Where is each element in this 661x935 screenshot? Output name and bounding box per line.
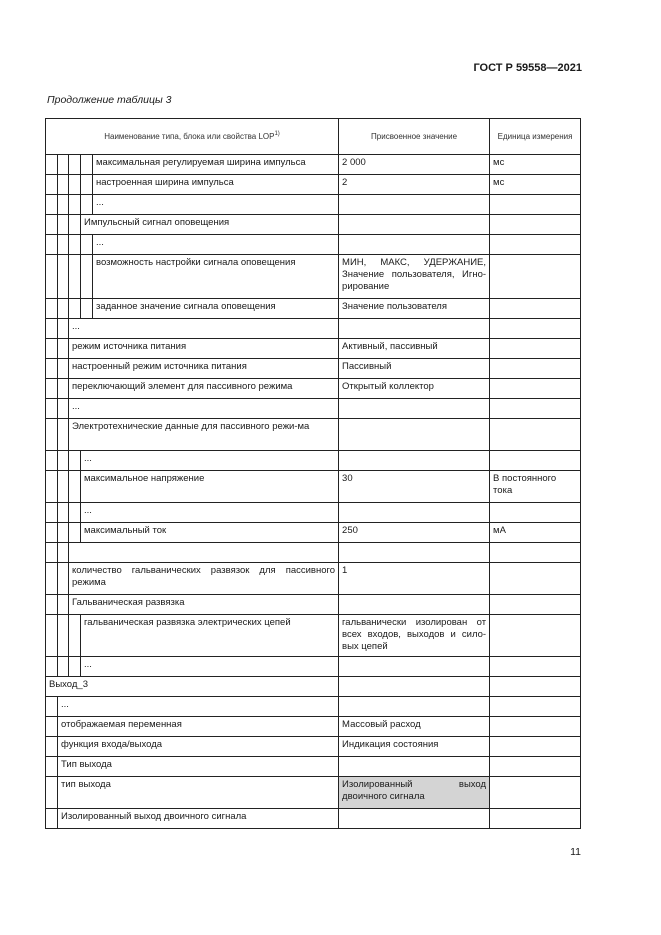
assigned-value-cell <box>339 595 490 615</box>
indent-cell <box>58 339 69 359</box>
unit-cell <box>490 777 581 809</box>
unit-cell <box>490 737 581 757</box>
indent-cell <box>46 419 58 451</box>
table-row <box>46 809 581 829</box>
header-name-cell: Наименование типа, блока или свойства LOP$^{1)}$ <box>46 119 339 155</box>
unit-cell <box>490 215 581 235</box>
unit-cell <box>490 195 581 215</box>
indent-cell <box>58 215 69 235</box>
property-name-cell: гальваническая развязка электрических цепей <box>81 615 339 657</box>
table-header-row <box>46 119 581 155</box>
property-name-cell: Электротехнические данные для пассивного режи-ма <box>69 419 339 451</box>
table-row <box>46 657 581 677</box>
assigned-value-cell: Открытый коллектор <box>339 379 490 399</box>
assigned-value-cell: МИН, МАКС, УДЕРЖАНИЕ, Значение пользователя, Игно-рирование <box>339 255 490 299</box>
indent-cell <box>69 215 81 235</box>
indent-cell <box>69 155 81 175</box>
indent-cell <box>58 399 69 419</box>
header-value-cell: Присвоенное значение <box>339 119 490 155</box>
indent-cell <box>46 777 58 809</box>
properties-table <box>45 118 581 829</box>
indent-cell <box>46 595 58 615</box>
indent-cell <box>58 451 69 471</box>
unit-cell <box>490 809 581 829</box>
unit-cell <box>490 451 581 471</box>
table-row <box>46 255 581 299</box>
property-name-cell: максимальная регулируемая ширина импульса <box>93 155 339 175</box>
indent-cell <box>46 175 58 195</box>
unit-cell: мА <box>490 523 581 543</box>
indent-cell <box>58 563 69 595</box>
indent-cell <box>69 451 81 471</box>
indent-cell <box>81 155 93 175</box>
indent-cell <box>58 155 69 175</box>
indent-cell <box>58 379 69 399</box>
indent-cell <box>58 523 69 543</box>
assigned-value-cell: Значение пользователя <box>339 299 490 319</box>
table-row <box>46 471 581 503</box>
indent-cell <box>46 359 58 379</box>
indent-cell <box>69 615 81 657</box>
table-row <box>46 777 581 809</box>
indent-cell <box>58 595 69 615</box>
indent-cell <box>46 399 58 419</box>
table-row <box>46 299 581 319</box>
table-row <box>46 379 581 399</box>
indent-cell <box>81 235 93 255</box>
assigned-value-cell <box>339 677 490 697</box>
indent-cell <box>58 175 69 195</box>
unit-cell <box>490 615 581 657</box>
assigned-value-cell: Пассивный <box>339 359 490 379</box>
indent-cell <box>58 235 69 255</box>
indent-cell <box>46 339 58 359</box>
table-row <box>46 235 581 255</box>
property-name-cell: тип выхода <box>58 777 339 809</box>
table-row <box>46 175 581 195</box>
table-continuation-caption: Продолжение таблицы 3 <box>47 94 172 106</box>
table-row <box>46 319 581 339</box>
unit-cell: мс <box>490 155 581 175</box>
indent-cell <box>69 195 81 215</box>
unit-cell <box>490 399 581 419</box>
indent-cell <box>58 299 69 319</box>
assigned-value-cell <box>339 503 490 523</box>
unit-cell <box>490 235 581 255</box>
unit-cell <box>490 563 581 595</box>
indent-cell <box>58 471 69 503</box>
property-name-cell: возможность настройки сигнала оповещения <box>93 255 339 299</box>
assigned-value-cell <box>339 215 490 235</box>
assigned-value-cell: гальванически изолирован от всех входов, выходов и сило-вых цепей <box>339 615 490 657</box>
property-name-cell: ... <box>58 697 339 717</box>
property-name-cell: функция входа/выхода <box>58 737 339 757</box>
indent-cell <box>81 195 93 215</box>
property-name-cell: Импульсный сигнал оповещения <box>81 215 339 235</box>
table-row <box>46 359 581 379</box>
indent-cell <box>58 615 69 657</box>
indent-cell <box>46 299 58 319</box>
indent-cell <box>46 543 58 563</box>
assigned-value-cell <box>339 543 490 563</box>
unit-cell <box>490 319 581 339</box>
table-row <box>46 543 581 563</box>
table-row <box>46 195 581 215</box>
property-name-cell: отображаемая переменная <box>58 717 339 737</box>
property-name-cell: ... <box>81 503 339 523</box>
assigned-value-cell: Массовый расход <box>339 717 490 737</box>
assigned-value-cell <box>339 195 490 215</box>
property-name-cell: режим источника питания <box>69 339 339 359</box>
table-row <box>46 523 581 543</box>
table-row <box>46 339 581 359</box>
assigned-value-cell <box>339 697 490 717</box>
indent-cell <box>69 523 81 543</box>
indent-cell <box>69 657 81 677</box>
indent-cell <box>58 255 69 299</box>
table-row <box>46 615 581 657</box>
indent-cell <box>46 717 58 737</box>
property-name-cell: ... <box>69 319 339 339</box>
page-number: 11 <box>570 846 581 858</box>
unit-cell <box>490 697 581 717</box>
indent-cell <box>46 503 58 523</box>
indent-cell <box>46 195 58 215</box>
indent-cell <box>58 657 69 677</box>
assigned-value-cell: Изолированный выход двоичного сигнала <box>339 777 490 809</box>
unit-cell <box>490 677 581 697</box>
indent-cell <box>69 175 81 195</box>
table-row <box>46 215 581 235</box>
table-row <box>46 757 581 777</box>
table-row <box>46 697 581 717</box>
property-name-cell: количество гальванических развязок для пассивного режима <box>69 563 339 595</box>
table-row <box>46 677 581 697</box>
indent-cell <box>46 615 58 657</box>
unit-cell: В постоянного тока <box>490 471 581 503</box>
table-row <box>46 563 581 595</box>
unit-cell <box>490 255 581 299</box>
assigned-value-cell <box>339 399 490 419</box>
table-row <box>46 399 581 419</box>
assigned-value-cell: 250 <box>339 523 490 543</box>
indent-cell <box>46 155 58 175</box>
indent-cell <box>46 379 58 399</box>
assigned-value-cell <box>339 319 490 339</box>
unit-cell <box>490 359 581 379</box>
unit-cell <box>490 379 581 399</box>
assigned-value-cell <box>339 757 490 777</box>
assigned-value-cell: 30 <box>339 471 490 503</box>
unit-cell <box>490 339 581 359</box>
property-name-cell <box>69 543 339 563</box>
table-row <box>46 451 581 471</box>
indent-cell <box>58 543 69 563</box>
unit-cell <box>490 503 581 523</box>
indent-cell <box>46 523 58 543</box>
property-name-cell: максимальное напряжение <box>81 471 339 503</box>
unit-cell <box>490 299 581 319</box>
property-name-cell: Тип выхода <box>58 757 339 777</box>
unit-cell <box>490 757 581 777</box>
assigned-value-cell: Индикация состояния <box>339 737 490 757</box>
indent-cell <box>46 215 58 235</box>
assigned-value-cell <box>339 451 490 471</box>
indent-cell <box>46 255 58 299</box>
unit-cell <box>490 419 581 451</box>
indent-cell <box>46 451 58 471</box>
unit-cell: мс <box>490 175 581 195</box>
assigned-value-cell <box>339 419 490 451</box>
indent-cell <box>69 255 81 299</box>
indent-cell <box>46 737 58 757</box>
indent-cell <box>58 319 69 339</box>
property-name-cell: переключающий элемент для пассивного режима <box>69 379 339 399</box>
indent-cell <box>69 471 81 503</box>
property-name-cell: ... <box>81 657 339 677</box>
property-name-cell: ... <box>93 235 339 255</box>
table-row <box>46 155 581 175</box>
header-unit-cell: Единица измерения <box>490 119 581 155</box>
table-row <box>46 737 581 757</box>
indent-cell <box>69 299 81 319</box>
indent-cell <box>81 255 93 299</box>
indent-cell <box>46 319 58 339</box>
indent-cell <box>81 175 93 195</box>
indent-cell <box>69 503 81 523</box>
table-row <box>46 595 581 615</box>
assigned-value-cell: Активный, пассивный <box>339 339 490 359</box>
assigned-value-cell: 2 000 <box>339 155 490 175</box>
property-name-cell: ... <box>93 195 339 215</box>
indent-cell <box>58 419 69 451</box>
unit-cell <box>490 543 581 563</box>
property-name-cell: Изолированный выход двоичного сигнала <box>58 809 339 829</box>
property-name-cell: настроенная ширина импульса <box>93 175 339 195</box>
unit-cell <box>490 657 581 677</box>
assigned-value-cell <box>339 657 490 677</box>
table-row <box>46 419 581 451</box>
indent-cell <box>46 757 58 777</box>
property-name-cell: заданное значение сигнала оповещения <box>93 299 339 319</box>
assigned-value-cell: 1 <box>339 563 490 595</box>
indent-cell <box>46 697 58 717</box>
property-name-cell: настроенный режим источника питания <box>69 359 339 379</box>
indent-cell <box>69 235 81 255</box>
unit-cell <box>490 717 581 737</box>
indent-cell <box>81 299 93 319</box>
assigned-value-cell <box>339 235 490 255</box>
unit-cell <box>490 595 581 615</box>
table-row <box>46 717 581 737</box>
standard-number: ГОСТ Р 59558—2021 <box>473 62 582 74</box>
indent-cell <box>46 563 58 595</box>
indent-cell <box>58 195 69 215</box>
assigned-value-cell <box>339 809 490 829</box>
indent-cell <box>46 809 58 829</box>
indent-cell <box>58 359 69 379</box>
property-name-cell: ... <box>81 451 339 471</box>
indent-cell <box>46 471 58 503</box>
table-row <box>46 503 581 523</box>
property-name-cell: Гальваническая развязка <box>69 595 339 615</box>
property-name-cell: ... <box>69 399 339 419</box>
property-name-cell: Выход_3 <box>46 677 339 697</box>
indent-cell <box>58 503 69 523</box>
indent-cell <box>46 657 58 677</box>
property-name-cell: максимальный ток <box>81 523 339 543</box>
assigned-value-cell: 2 <box>339 175 490 195</box>
indent-cell <box>46 235 58 255</box>
